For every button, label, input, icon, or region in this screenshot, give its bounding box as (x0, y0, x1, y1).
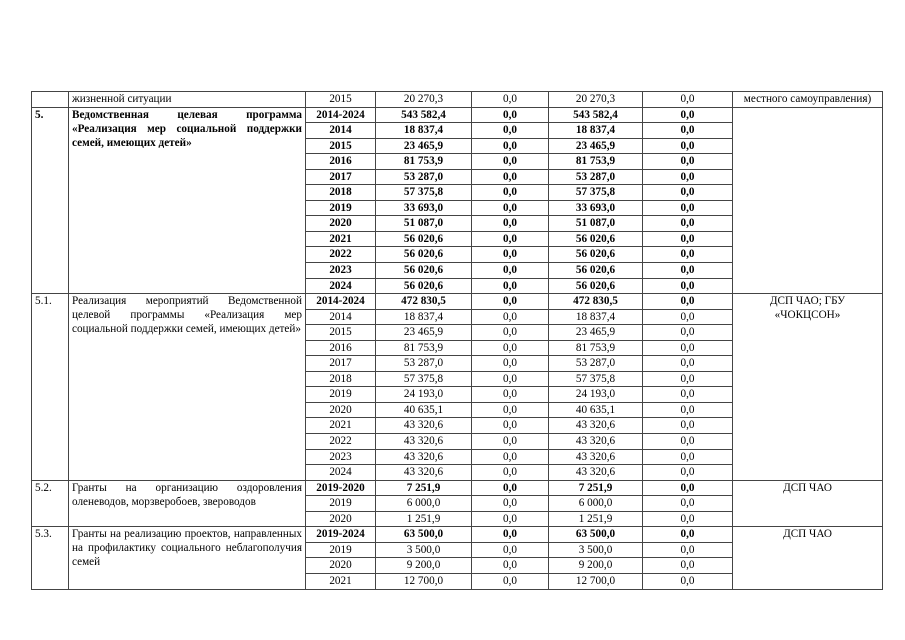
regional-cell: 81 753,9 (549, 340, 643, 356)
period-cell: 2018 (306, 371, 376, 387)
local-cell: 0,0 (643, 278, 733, 294)
period-cell: 2017 (306, 356, 376, 372)
budget-table (31, 91, 883, 590)
regional-cell: 9 200,0 (549, 558, 643, 574)
local-cell: 0,0 (643, 356, 733, 372)
federal-cell: 0,0 (472, 309, 549, 325)
local-cell: 0,0 (643, 418, 733, 434)
period-cell: 2023 (306, 263, 376, 279)
local-cell: 0,0 (643, 558, 733, 574)
total-cell: 6 000,0 (376, 496, 472, 512)
federal-cell: 0,0 (472, 185, 549, 201)
period-cell: 2015 (306, 92, 376, 108)
regional-cell: 18 837,4 (549, 123, 643, 139)
regional-cell: 24 193,0 (549, 387, 643, 403)
local-cell: 0,0 (643, 169, 733, 185)
item-executor: ДСП ЧАО (733, 527, 883, 589)
period-cell: 2014 (306, 309, 376, 325)
regional-cell: 56 020,6 (549, 278, 643, 294)
total-cell: 18 837,4 (376, 309, 472, 325)
period-cell: 2014-2024 (306, 107, 376, 123)
local-cell: 0,0 (643, 154, 733, 170)
period-cell: 2019 (306, 200, 376, 216)
federal-cell: 0,0 (472, 169, 549, 185)
total-cell: 51 087,0 (376, 216, 472, 232)
regional-cell: 23 465,9 (549, 138, 643, 154)
federal-cell: 0,0 (472, 340, 549, 356)
item-code: 5.2. (32, 480, 69, 527)
regional-cell: 81 753,9 (549, 154, 643, 170)
regional-cell: 23 465,9 (549, 325, 643, 341)
total-cell: 56 020,6 (376, 231, 472, 247)
total-cell: 23 465,9 (376, 325, 472, 341)
total-cell: 57 375,8 (376, 185, 472, 201)
local-cell: 0,0 (643, 480, 733, 496)
total-cell: 24 193,0 (376, 387, 472, 403)
table-row (32, 527, 883, 543)
period-cell: 2016 (306, 340, 376, 356)
total-cell: 3 500,0 (376, 542, 472, 558)
local-cell: 0,0 (643, 123, 733, 139)
regional-cell: 3 500,0 (549, 542, 643, 558)
period-cell: 2017 (306, 169, 376, 185)
federal-cell: 0,0 (472, 92, 549, 108)
item-description: Гранты на организацию оздоровления оленеводов, морзверобоев, звероводов (69, 480, 306, 527)
total-cell: 56 020,6 (376, 263, 472, 279)
regional-cell: 43 320,6 (549, 434, 643, 450)
local-cell: 0,0 (643, 527, 733, 543)
federal-cell: 0,0 (472, 480, 549, 496)
item-executor (733, 107, 883, 294)
period-cell: 2020 (306, 216, 376, 232)
regional-cell: 18 837,4 (549, 309, 643, 325)
regional-cell: 57 375,8 (549, 371, 643, 387)
period-cell: 2024 (306, 465, 376, 481)
local-cell: 0,0 (643, 325, 733, 341)
item-code: 5.3. (32, 527, 69, 589)
local-cell: 0,0 (643, 449, 733, 465)
total-cell: 63 500,0 (376, 527, 472, 543)
local-cell: 0,0 (643, 92, 733, 108)
regional-cell: 543 582,4 (549, 107, 643, 123)
regional-cell: 472 830,5 (549, 294, 643, 310)
item-executor: местного самоуправления) (733, 92, 883, 108)
local-cell: 0,0 (643, 294, 733, 310)
table-row (32, 107, 883, 123)
period-cell: 2015 (306, 138, 376, 154)
local-cell: 0,0 (643, 434, 733, 450)
local-cell: 0,0 (643, 340, 733, 356)
total-cell: 33 693,0 (376, 200, 472, 216)
period-cell: 2019 (306, 542, 376, 558)
local-cell: 0,0 (643, 402, 733, 418)
federal-cell: 0,0 (472, 247, 549, 263)
item-description: Реализация мероприятий Ведомственной целевой программы «Реализация мер социальной поддержки семей, имеющих детей» (69, 294, 306, 481)
total-cell: 57 375,8 (376, 371, 472, 387)
period-cell: 2020 (306, 558, 376, 574)
local-cell: 0,0 (643, 309, 733, 325)
total-cell: 7 251,9 (376, 480, 472, 496)
total-cell: 53 287,0 (376, 169, 472, 185)
local-cell: 0,0 (643, 231, 733, 247)
table-row (32, 480, 883, 496)
federal-cell: 0,0 (472, 263, 549, 279)
local-cell: 0,0 (643, 542, 733, 558)
federal-cell: 0,0 (472, 356, 549, 372)
total-cell: 56 020,6 (376, 278, 472, 294)
period-cell: 2021 (306, 418, 376, 434)
local-cell: 0,0 (643, 387, 733, 403)
period-cell: 2019 (306, 387, 376, 403)
federal-cell: 0,0 (472, 216, 549, 232)
period-cell: 2014 (306, 123, 376, 139)
federal-cell: 0,0 (472, 123, 549, 139)
federal-cell: 0,0 (472, 294, 549, 310)
federal-cell: 0,0 (472, 278, 549, 294)
item-description: Гранты на реализацию проектов, направленных на профилактику социального неблагополучия семей (69, 527, 306, 589)
federal-cell: 0,0 (472, 558, 549, 574)
federal-cell: 0,0 (472, 527, 549, 543)
item-code (32, 92, 69, 108)
local-cell: 0,0 (643, 247, 733, 263)
total-cell: 1 251,9 (376, 511, 472, 527)
local-cell: 0,0 (643, 573, 733, 589)
regional-cell: 53 287,0 (549, 356, 643, 372)
federal-cell: 0,0 (472, 107, 549, 123)
total-cell: 56 020,6 (376, 247, 472, 263)
regional-cell: 53 287,0 (549, 169, 643, 185)
period-cell: 2014-2024 (306, 294, 376, 310)
federal-cell: 0,0 (472, 434, 549, 450)
federal-cell: 0,0 (472, 496, 549, 512)
regional-cell: 12 700,0 (549, 573, 643, 589)
total-cell: 472 830,5 (376, 294, 472, 310)
total-cell: 43 320,6 (376, 465, 472, 481)
total-cell: 43 320,6 (376, 418, 472, 434)
period-cell: 2018 (306, 185, 376, 201)
period-cell: 2020 (306, 402, 376, 418)
item-code: 5.1. (32, 294, 69, 481)
federal-cell: 0,0 (472, 371, 549, 387)
period-cell: 2015 (306, 325, 376, 341)
period-cell: 2022 (306, 434, 376, 450)
local-cell: 0,0 (643, 138, 733, 154)
federal-cell: 0,0 (472, 402, 549, 418)
total-cell: 9 200,0 (376, 558, 472, 574)
total-cell: 81 753,9 (376, 154, 472, 170)
item-executor: ДСП ЧАО (733, 480, 883, 527)
federal-cell: 0,0 (472, 449, 549, 465)
regional-cell: 43 320,6 (549, 465, 643, 481)
regional-cell: 57 375,8 (549, 185, 643, 201)
regional-cell: 56 020,6 (549, 231, 643, 247)
local-cell: 0,0 (643, 496, 733, 512)
total-cell: 12 700,0 (376, 573, 472, 589)
item-executor: ДСП ЧАО; ГБУ «ЧОКЦСОН» (733, 294, 883, 481)
federal-cell: 0,0 (472, 542, 549, 558)
period-cell: 2022 (306, 247, 376, 263)
local-cell: 0,0 (643, 263, 733, 279)
federal-cell: 0,0 (472, 138, 549, 154)
regional-cell: 56 020,6 (549, 247, 643, 263)
total-cell: 81 753,9 (376, 340, 472, 356)
regional-cell: 51 087,0 (549, 216, 643, 232)
period-cell: 2024 (306, 278, 376, 294)
item-description: Ведомственная целевая программа «Реализация мер социальной поддержки семей, имеющих детей» (69, 107, 306, 294)
total-cell: 23 465,9 (376, 138, 472, 154)
period-cell: 2019 (306, 496, 376, 512)
federal-cell: 0,0 (472, 154, 549, 170)
period-cell: 2021 (306, 231, 376, 247)
regional-cell: 20 270,3 (549, 92, 643, 108)
federal-cell: 0,0 (472, 573, 549, 589)
local-cell: 0,0 (643, 511, 733, 527)
federal-cell: 0,0 (472, 418, 549, 434)
period-cell: 2023 (306, 449, 376, 465)
regional-cell: 40 635,1 (549, 402, 643, 418)
regional-cell: 63 500,0 (549, 527, 643, 543)
total-cell: 543 582,4 (376, 107, 472, 123)
total-cell: 18 837,4 (376, 123, 472, 139)
regional-cell: 33 693,0 (549, 200, 643, 216)
regional-cell: 43 320,6 (549, 449, 643, 465)
period-cell: 2019-2020 (306, 480, 376, 496)
local-cell: 0,0 (643, 200, 733, 216)
total-cell: 40 635,1 (376, 402, 472, 418)
total-cell: 20 270,3 (376, 92, 472, 108)
item-code: 5. (32, 107, 69, 294)
period-cell: 2016 (306, 154, 376, 170)
total-cell: 53 287,0 (376, 356, 472, 372)
federal-cell: 0,0 (472, 387, 549, 403)
regional-cell: 43 320,6 (549, 418, 643, 434)
local-cell: 0,0 (643, 185, 733, 201)
federal-cell: 0,0 (472, 231, 549, 247)
table-body (32, 92, 883, 590)
total-cell: 43 320,6 (376, 434, 472, 450)
regional-cell: 1 251,9 (549, 511, 643, 527)
local-cell: 0,0 (643, 216, 733, 232)
local-cell: 0,0 (643, 465, 733, 481)
local-cell: 0,0 (643, 107, 733, 123)
federal-cell: 0,0 (472, 511, 549, 527)
table-row (32, 294, 883, 310)
period-cell: 2021 (306, 573, 376, 589)
federal-cell: 0,0 (472, 200, 549, 216)
regional-cell: 56 020,6 (549, 263, 643, 279)
total-cell: 43 320,6 (376, 449, 472, 465)
period-cell: 2019-2024 (306, 527, 376, 543)
regional-cell: 7 251,9 (549, 480, 643, 496)
period-cell: 2020 (306, 511, 376, 527)
regional-cell: 6 000,0 (549, 496, 643, 512)
federal-cell: 0,0 (472, 325, 549, 341)
item-description: жизненной ситуации (69, 92, 306, 108)
table-row (32, 92, 883, 108)
federal-cell: 0,0 (472, 465, 549, 481)
local-cell: 0,0 (643, 371, 733, 387)
